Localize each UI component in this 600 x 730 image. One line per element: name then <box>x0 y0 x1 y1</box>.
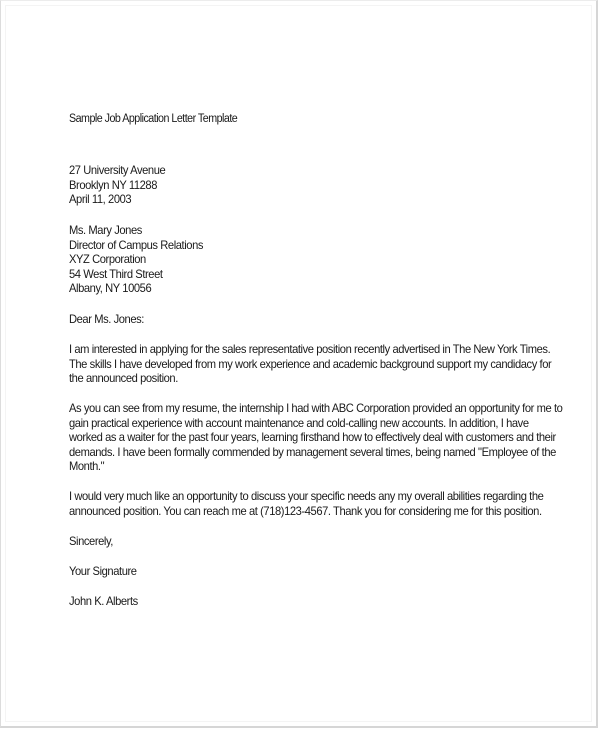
paragraph-line: As you can see from my resume, the internship I had with ABC Corporation provided an opportunity for me to <box>69 401 563 415</box>
letter-date: April 11, 2003 <box>69 192 132 207</box>
sender-address <box>69 163 165 207</box>
paragraph-2 <box>69 401 562 474</box>
paragraph-1 <box>69 342 551 386</box>
paragraph-line: worked as a waiter for the past four years, learning firsthand how to effectively deal with customers and their <box>69 430 556 445</box>
recipient-address <box>69 223 203 296</box>
signature-placeholder: Your Signature <box>69 564 137 578</box>
paragraph-line: I would very much like an opportunity to discuss your specific needs any my overall abilities regarding the <box>69 489 544 503</box>
paragraph-line: Month." <box>69 459 105 474</box>
paragraph-line: I am interested in applying for the sales representative position recently advertised in The New York Times. <box>69 342 551 356</box>
paragraph-line: The skills I have developed from my work experience and academic background support my candidacy for <box>69 356 552 371</box>
paragraph-3 <box>69 489 543 518</box>
recipient-title: Director of Campus Relations <box>69 237 204 252</box>
paragraph-line: the announced position. <box>69 371 178 386</box>
closing: Sincerely, <box>69 534 114 548</box>
document-title: Sample Job Application Letter Template <box>69 113 238 125</box>
recipient-name: Ms. Mary Jones <box>69 223 142 237</box>
salutation: Dear Ms. Jones: <box>69 312 144 326</box>
paragraph-line: announced position. You can reach me at (718)123-4567. Thank you for considering me for this position. <box>69 503 542 518</box>
sender-city: Brooklyn NY 11288 <box>69 177 158 192</box>
recipient-street: 54 West Third Street <box>69 266 163 281</box>
sender-street: 27 University Avenue <box>69 163 166 177</box>
paragraph-line: demands. I have been formally commended by management several times, being named "Employee of the <box>69 444 556 459</box>
signer-name: John K. Alberts <box>69 594 138 608</box>
recipient-company: XYZ Corporation <box>69 252 146 267</box>
paragraph-line: gain practical experience with account maintenance and cold-calling new accounts. In addition, I have <box>69 415 529 430</box>
recipient-city: Albany, NY 10056 <box>69 281 152 296</box>
